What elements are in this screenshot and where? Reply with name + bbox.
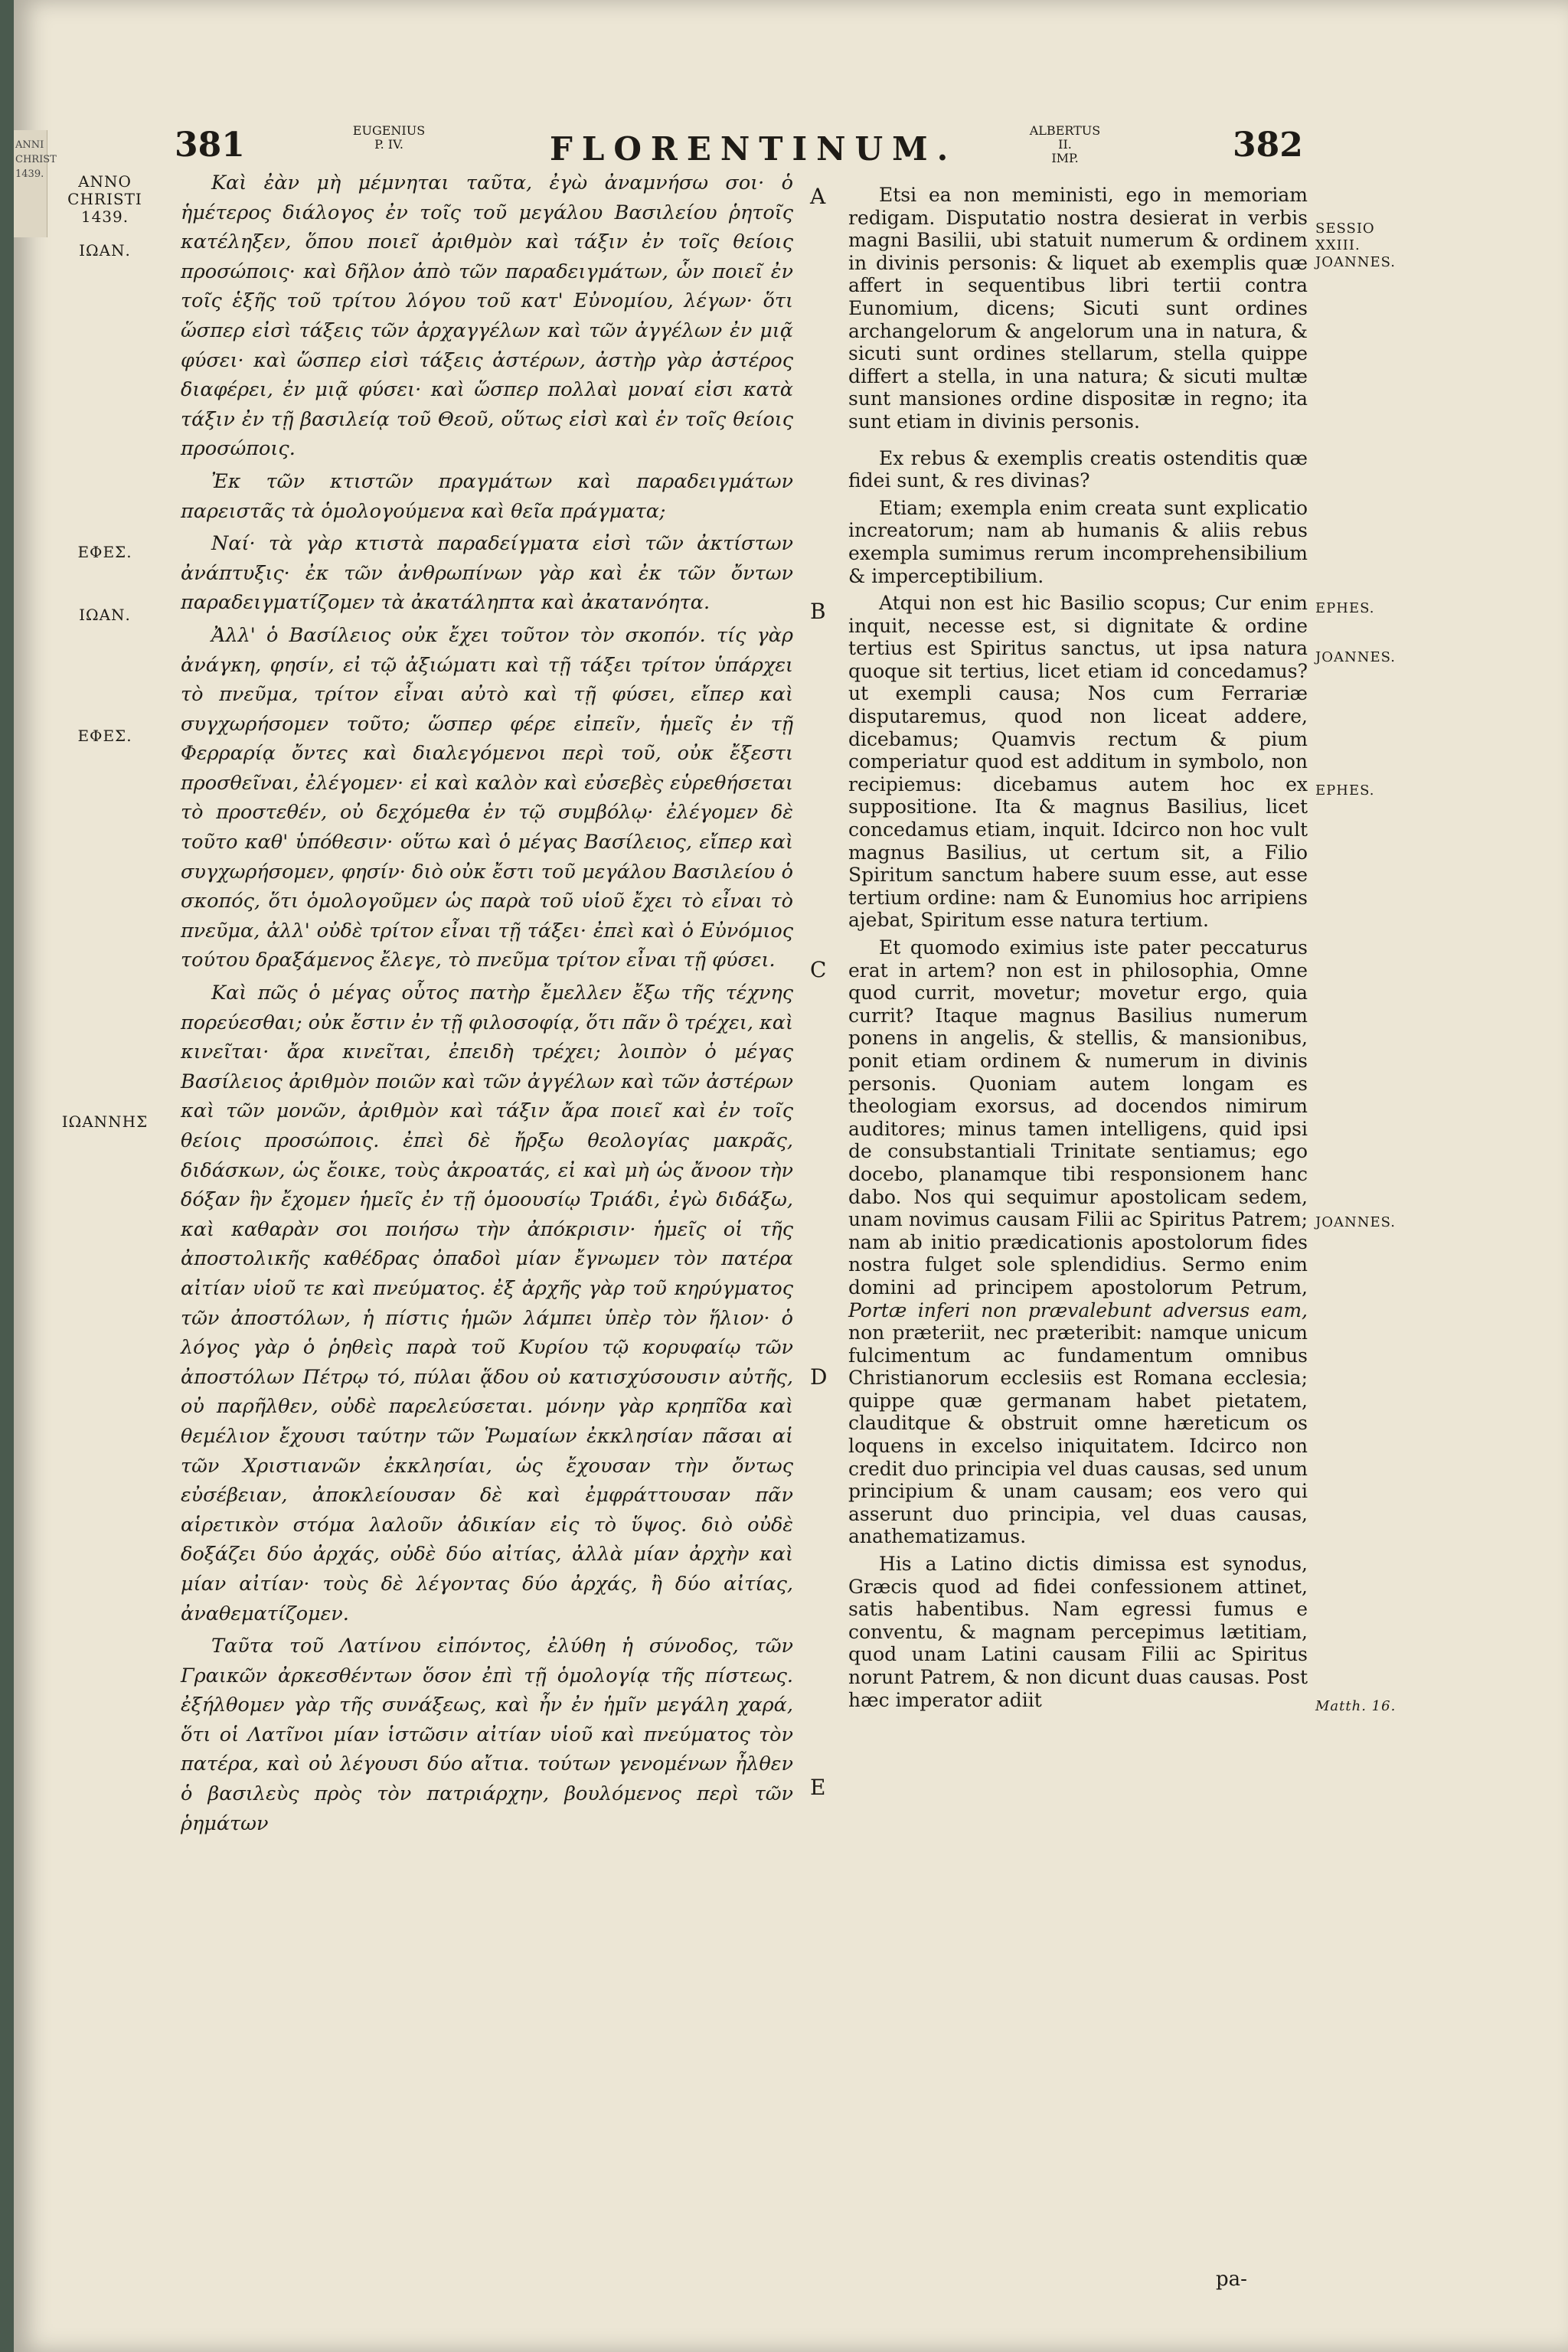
header-note-right bbox=[1023, 124, 1107, 165]
latin-paragraph-1: Etsi ea non meministi, ego in memoriam redigam. Disputatio nostra desierat in verbis magni Basilii, ubi statuit numerum & ordinem in divinis personis: & liquet ab exemplis quæ affert in sequentibus libri tertii contra Eunomium, dicens; Sicuti sunt ordines archangelorum & angelorum una in natura, & sicuti sunt ordines stellarum, stella quippe differt a stella, in una natura; & sicuti multæ sunt mansiones ordine dispositæ in regno; ita sunt etiam in divinis personis. bbox=[848, 184, 1308, 433]
margin-sessio-line1: SESSIO bbox=[1315, 220, 1375, 237]
catchword: pa- bbox=[1216, 2268, 1247, 2291]
greek-paragraph-2: Ἐκ τῶν κτιστῶν πραγμάτων καὶ παραδειγμάτων παρειστᾶς τὰ ὁμολογούμενα καὶ θεῖα πράγματα; bbox=[181, 469, 793, 523]
greek-paragraph-6: Ταῦτα τοῦ Λατίνου εἰπόντος, ἐλύθη ἡ σύνοδος, τῶν Γραικῶν ἀρκεσθέντων ὅσον ἐπὶ τῇ ὁμολογίᾳ τῆς πίστεως. ἐξήλθομεν γὰρ τῆς συνάξεως, καὶ ἦν ἐν ἡμῖν μεγάλη χαρά, ὅτι οἱ Λατῖνοι μίαν ἱστῶσιν αἰτίαν υἱοῦ καὶ πνεύματος τὸν πατέρα, καὶ οὐ λέγουσι δύο αἴτια. τούτων γενομένων ἦλθεν ὁ βασιλεὺς πρὸς τὸν πατριάρχην, βουλόμενος περὶ τῶν ῥημάτων bbox=[181, 1635, 793, 1835]
margin-sessio-line3: JOANNES. bbox=[1315, 254, 1396, 270]
greek-paragraph-1: Καὶ ἐὰν μὴ μέμνηται ταῦτα, ἐγὼ ἀναμνήσω σοι· ὁ ἡμέτερος διάλογος ἐν τοῖς τοῦ μεγάλου Βασιλείου ῥητοῖς κατέληξεν, ὅπου ποιεῖ ἀριθμὸν καὶ τάξιν ἐν τοῖς θείοις προσώποις· καὶ δῆλον ἀπὸ τῶν παραδειγμάτων, ὧν ποιεῖ ἐν τοῖς ἑξῆς τοῦ τρίτου λόγου τοῦ κατ' Εὐνομίου, λέγων· ὅτι ὥσπερ εἰσὶ τάξεις τῶν ἀρχαγγέλων καὶ τῶν ἀγγέλων ἐν μιᾷ φύσει· καὶ ὥσπερ εἰσὶ τάξεις ἀστέρων, ἀστὴρ γὰρ ἀστέρος διαφέρει, ἐν μιᾷ φύσει· καὶ ὥσπερ πολλαὶ μοναί εἰσι κατὰ τάξιν ἐν τῇ βασιλείᾳ τοῦ Θεοῦ, οὕτως εἰσὶ καὶ ἐν τοῖς θείοις προσώποις. bbox=[181, 172, 793, 461]
greek-paragraph-3: Ναί· τὰ γὰρ κτιστὰ παραδείγματα εἰσὶ τῶν ἀκτίστων ἀνάπτυξις· ἐκ τῶν ἀνθρωπίνων γὰρ καὶ ἐκ τῶν ὄντων παραδειγματίζομεν τὰ ἀκατάληπτα καὶ ἀκατανόητα. bbox=[181, 532, 793, 615]
margin-year-line3: 1439. bbox=[80, 207, 129, 226]
latin-paragraph-4: Atqui non est hic Basilio scopus; Cur enim inquit, necesse est, si dignitate & ordine tertius est Spiritus sanctus, ut ipsa natura quoque sit tertius, licet etiam id concedamus? ut exempli causa; Nos cum Ferrariæ disputaremus, quod non liceat addere, dicebamus; Quamvis rectum & pium comperiatur quod est additum in symbolo, non recipiemus: dicebamus autem hoc ex suppositione. Ita & magnus Basilius, licet concedamus etiam, inquit. Idcirco non hoc vult magnus Basilius, ut certum sit, a Filio Spiritum sanctum habere suum esse, aut esse tertium ordine: nam & Eunomius hoc arripiens ajebat, Spiritum esse natura tertium. bbox=[848, 592, 1308, 932]
margin-speaker-ioannes: ΙΩΑΝΝΗΣ bbox=[61, 1112, 149, 1131]
margin-year-line2: CHRISTI bbox=[67, 190, 142, 208]
section-letter-a: A bbox=[810, 184, 826, 209]
margin-speaker-ioan-1: ΙΩΑΝ. bbox=[79, 241, 131, 260]
latin-paragraph-2: Ex rebus & exemplis creatis ostenditis quæ fidei sunt, & res divinas? bbox=[848, 446, 1308, 492]
latin-paragraph-5-part-a: Et quomodo eximius iste pater peccaturus erat in artem? non est in philosophia, Omne quod currit, movetur; movetur ergo, quia currit? Itaque magnus Basilius numerum ponens in angelis, & stellis, & mansionibus, ponit etiam ordinem & numerum in divinis personis. Quoniam autem longam es theologiam exorsus, ad docendos nimirum auditores; minus tamen intelligens, quid ipsi de consubstantiali Trinitate sentiamus; ego docebo, planamque tibi responsionem hanc dabo. Nos qui sequimur apostolicam sedem, unam novimus causam Filii ac Spiritus Patrem; nam ab initio prædicationis apostolorum fides nostra fulget sole splendidius. Sermo enim domini ad principem apostolorum Petrum, bbox=[848, 936, 1308, 1298]
latin-paragraph-6: His a Latino dictis dimissa est synodus, Græcis quod ad fidei confessionem attinet, satis habentibus. Nam egressi fumus e conventu, & magnam percepimus lætitiam, quod unam Latini causam Filii ac Spiritus norunt Patrem, & non dicunt duas causas. Post hæc imperator adiit bbox=[848, 1553, 1308, 1711]
margin-sessio-line2: XXIII. bbox=[1315, 237, 1361, 253]
greek-paragraph-5: Καὶ πῶς ὁ μέγας οὗτος πατὴρ ἔμελλεν ἔξω τῆς τέχνης πορεύεσθαι; οὐκ ἔστιν ἐν τῇ φιλοσοφίᾳ, ὅτι πᾶν ὃ τρέχει, καὶ κινεῖται· ἄρα κινεῖται, ἐπειδὴ τρέχει; λοιπὸν ὁ μέγας Βασίλειος ἀριθμὸν ποιῶν καὶ τῶν ἀγγέλων καὶ τῶν ἀστέρων καὶ τῶν μονῶν, ἀριθμὸν καὶ τάξιν ἄρα ποιεῖ καὶ ἐν τοῖς θείοις προσώποις. ἐπεὶ δὲ ἤρξω θεολογίας μακρᾶς, διδάσκων, ὡς ἔοικε, τοὺς ἀκροατάς, εἰ καὶ μὴ ὡς ἄνοον τὴν δόξαν ἣν ἔχομεν ἡμεῖς ἐν τῇ ὁμοουσίῳ Τριάδι, ἐγὼ διδάξω, καὶ καθαρὰν σοι ποιήσω τὴν ἀπόκρισιν· ἡμεῖς οἱ τῆς ἀποστολικῆς καθέδρας ὀπαδοὶ μίαν ἔγνωμεν τὸν πατέρα αἰτίαν υἱοῦ τε καὶ πνεύματος. ἐξ ἀρχῆς γὰρ τοῦ κηρύγματος τῶν ἀποστόλων, ἡ πίστις ἡμῶν λάμπει ὑπὲρ τὸν ἥλιον· ὁ λόγος γὰρ ὁ ῥηθεὶς παρὰ τοῦ Κυρίου τῷ κορυφαίῳ τῶν ἀποστόλων Πέτρῳ τό, πύλαι ᾅδου οὐ κατισχύσουσιν αὐτῆς, οὐ παρῆλθεν, οὐδὲ παρελεύσεται. μόνην γὰρ κρηπῖδα καὶ θεμέλιον ἔχουσι ταύτην τῶν Ῥωμαίων ἐκκλησίαν πᾶσαι αἱ τῶν Χριστιανῶν ἐκκλησίαι, ὡς ἔχουσαν τὴν ὄντως εὐσέβειαν, ἀποκλείουσαν δὲ καὶ ἐμφράττουσαν πᾶν αἱρετικὸν στόμα λαλοῦν ἀδικίαν εἰς τὸ ὕψος. διὸ οὐδὲ δοξάζει δύο ἀρχάς, οὐδὲ δύο αἰτίας, ἀλλὰ μίαν ἀρχὴν καὶ μίαν αἰτίαν· τοὺς δὲ λέγοντας δύο ἀρχάς, ἢ δύο αἰτίας, ἀναθεματίζομεν. bbox=[181, 982, 794, 1625]
running-head: FLORENTINUM. bbox=[550, 130, 958, 168]
greek-paragraph-4: Ἀλλ' ὁ Βασίλειος οὐκ ἔχει τοῦτον τὸν σκοπόν. τίς γὰρ ἀνάγκη, φησίν, εἰ τῷ ἀξιώματι καὶ τῇ τάξει τρίτον ὑπάρχει τὸ πνεῦμα, τρίτον εἶναι αὐτὸ καὶ τῇ φύσει, εἴπερ καὶ συγχωρήσομεν τοῦτο; ὥσπερ φέρε εἰπεῖν, ἡμεῖς ἐν τῇ Φερραρίᾳ ὄντες καὶ διαλεγόμενοι περὶ τοῦ, οὐκ ἔξεστι προσθεῖναι, ἐλέγομεν· εἰ καὶ καλὸν καὶ εὐσεβὲς εὑρεθήσεται τὸ προστεθέν, οὐ δεχόμεθα ἐν τῷ συμβόλῳ· ἐλέγομεν δὲ τοῦτο καθ' ὑπόθεσιν· οὕτω καὶ ὁ μέγας Βασίλειος, εἴπερ καὶ συγχωρήσομεν, φησίν· διὸ οὐκ ἔστι τοῦ μεγάλου Βασιλείου ὁ σκοπός, ὅτι ὁμολογοῦμεν ὡς παρὰ τοῦ υἱοῦ ἔχει τὸ εἶναι τὸ πνεῦμα, ἀλλ' οὐδὲ τρίτον εἶναι τῇ τάξει· ἐπεὶ καὶ ὁ Εὐνόμιος τούτου δραξάμενος ἔλεγε, τὸ πνεῦμα τρίτον εἶναι τῇ φύσει. bbox=[181, 623, 793, 972]
edge-text: ANNI CHRIST 1439. bbox=[15, 139, 57, 180]
header-note-right-line2: IMP. bbox=[1051, 151, 1079, 165]
header-note-left-line1: EUGENIUS bbox=[352, 123, 426, 138]
margin-joannes-2: JOANNES. bbox=[1315, 1214, 1396, 1230]
page-number-left: 381 bbox=[175, 126, 245, 165]
margin-speaker-ephes-2: ΕΦΕΣ. bbox=[77, 727, 132, 745]
margin-speaker-ioan-2: ΙΩΑΝ. bbox=[79, 606, 131, 624]
margin-sessio bbox=[1315, 220, 1423, 271]
header-note-left bbox=[351, 124, 427, 152]
latin-column bbox=[848, 184, 1308, 1716]
latin-paragraph-3: Etiam; exempla enim creata sunt explicatio increatorum; nam ab humanis & aliis rebus exempla sumimus rerum incomprehensibilium & imperceptibilium. bbox=[848, 496, 1308, 587]
header-note-right-line1: ALBERTUS II. bbox=[1029, 123, 1101, 152]
section-letter-b: B bbox=[810, 599, 826, 624]
latin-paragraph-5-part-b: non præteriit, nec præteribit: namque unicum fulcimentum ac fundamentum omnibus Christianorum ecclesiis est Romana ecclesia; quippe quæ germanam habet pietatem, clauditque & obstruit omne hæreticum os loquens in excelso iniquitatem. Idcirco non credit duo principia vel duas causas, sed unum principium & unam causam; eos vero qui asserunt duo principia, vel duas causas, anathematizamus. bbox=[848, 1321, 1308, 1548]
latin-scripture-quote: Portæ inferi non prævalebunt adversus eam, bbox=[848, 1298, 1308, 1321]
margin-speaker-ephes-1: ΕΦΕΣ. bbox=[77, 543, 132, 561]
margin-ephes-1: EPHES. bbox=[1315, 600, 1375, 616]
margin-joannes-1: JOANNES. bbox=[1315, 649, 1396, 665]
header-note-left-line2: P. IV. bbox=[374, 137, 403, 152]
margin-year-line1: ANNO bbox=[78, 172, 132, 191]
section-letter-d: D bbox=[810, 1364, 828, 1390]
margin-ephes-2: EPHES. bbox=[1315, 782, 1375, 799]
page-number-right: 382 bbox=[1233, 126, 1303, 165]
greek-column bbox=[181, 168, 793, 1841]
book-page bbox=[14, 0, 1568, 2352]
margin-matthew-reference: Matth. 16. bbox=[1315, 1698, 1396, 1714]
latin-paragraph-5 bbox=[848, 936, 1308, 1548]
margin-year bbox=[47, 173, 162, 226]
section-letter-e: E bbox=[810, 1775, 826, 1800]
section-letter-c: C bbox=[810, 957, 827, 982]
